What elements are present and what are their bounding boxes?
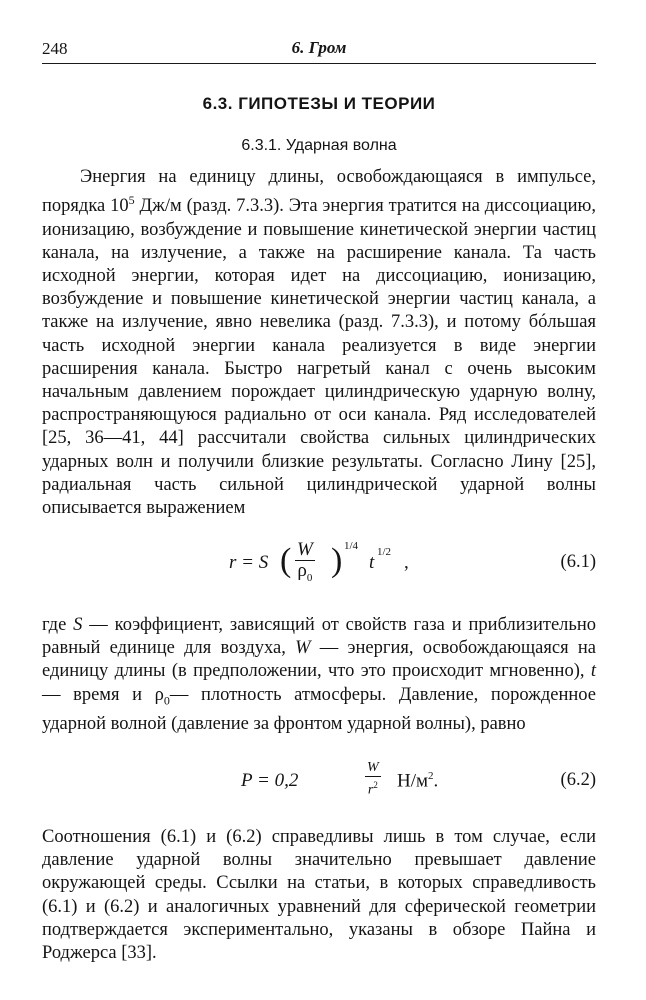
formula-6-1-t: t: [369, 552, 375, 573]
definitions-text-4: — время и ρ: [42, 684, 164, 705]
var-t: t: [590, 661, 596, 682]
formula-6-2-dot: .: [433, 770, 439, 792]
section-title: 6.3. ГИПОТЕЗЫ И ТЕОРИИ: [202, 94, 436, 113]
fraction-numerator: W: [297, 539, 313, 560]
formula-6-2: [42, 760, 596, 804]
page-header: [42, 37, 596, 64]
formula-6-1-lhs: r = S: [229, 552, 269, 573]
running-head: 6. Гром: [291, 38, 347, 57]
formula-6-2-unit: [397, 770, 438, 792]
var-S: S: [73, 615, 83, 635]
fraction-denominator: [295, 561, 315, 588]
equation-number-6-2: (6.2): [560, 770, 596, 790]
paragraph-definitions: [42, 614, 596, 736]
definitions-text-5: — плотность атмосферы. Давление, порожденное ударной волной (давление за фронтом ударной волны), равно: [42, 684, 596, 734]
equation-number-6-1: (6.1): [560, 552, 596, 572]
unit-text: Н/м: [397, 770, 429, 792]
paragraph-energy-text-a: Энергия на единицу длины, освобождающаяся в импульсе, порядка 10: [42, 167, 596, 217]
subsection-title: 6.3.1. Ударная волна: [241, 137, 397, 154]
paragraph-validity: Соотношения (6.1) и (6.2) справедливы лишь в том случае, если давление ударной волны значительно превышает давление окружающей среды. Ссылки на статьи, в которых справедливость (6.1) и (6.2) и аналогичных уравнений для сферической геометрии подтверждается экспериментально, указаны в обзоре Пайна и Роджерса [33].: [42, 827, 596, 964]
formula-6-2-fraction: [365, 760, 381, 799]
paragraph-energy-text-b: Дж/м (разд. 7.3.3). Эта энергия тратится на диссоциацию, ионизацию, возбуждение и повышение кинетической энергии частиц канала, на излучение, а также на расширение канала. Та часть исходной энергии, которая идет на диссоциацию, ионизацию, возбуждение и повышение кинетической энергии частиц канала, а также на излучение, явно невелика (разд. 7.3.3), и потому бóльшая часть исходной энергии канала реализуется в виде энергии расширения канала. Быстро нагретый канал с очень высоким начальным давлением порождает цилиндрическую ударную волну, распространяющуюся радиально от оси канала. Ряд исследователей [25, 36—41, 44] рассчитали свойства сильных цилиндрических ударных волн и получили близкие результаты. Согласно Лину [25], радиальная часть сильной цилиндрической ударной волны описывается выражением: [42, 196, 596, 518]
var-W: W: [295, 638, 311, 659]
unit-exponent: 2: [428, 770, 434, 782]
rho-symbol: ρ: [297, 560, 307, 581]
formula-6-1-exponent: 1/4: [344, 540, 359, 552]
fraction2-numerator: W: [367, 760, 379, 775]
rho-subscript: 0: [306, 571, 313, 584]
formula-6-1: [42, 540, 596, 590]
formula-6-1-fraction: [295, 540, 315, 588]
formula-6-2-lhs: P = 0,2: [241, 770, 299, 791]
right-paren: ): [331, 542, 343, 579]
definitions-text-3: — энергия, освобождающаяся на единицу длины (в предположении, что это происходит мгновенно),: [42, 638, 596, 682]
definitions-text-1: где: [42, 615, 74, 635]
formula-6-1-comma: ,: [404, 552, 409, 573]
formula-6-1-t-exponent: 1/2: [377, 546, 392, 558]
page-number: 248: [42, 39, 68, 58]
left-paren: (: [280, 542, 292, 579]
r-exponent: 2: [373, 780, 378, 790]
paragraph-energy: [42, 166, 596, 520]
power-exponent: 5: [128, 193, 135, 208]
fraction2-denominator: [365, 777, 381, 799]
definitions-text-2: — коэффициент, зависящий от свойств газа и приблизительно равный единице для воздуха,: [42, 615, 596, 659]
rho-zero-subscript: 0: [163, 693, 170, 708]
r-symbol: r: [367, 782, 374, 798]
